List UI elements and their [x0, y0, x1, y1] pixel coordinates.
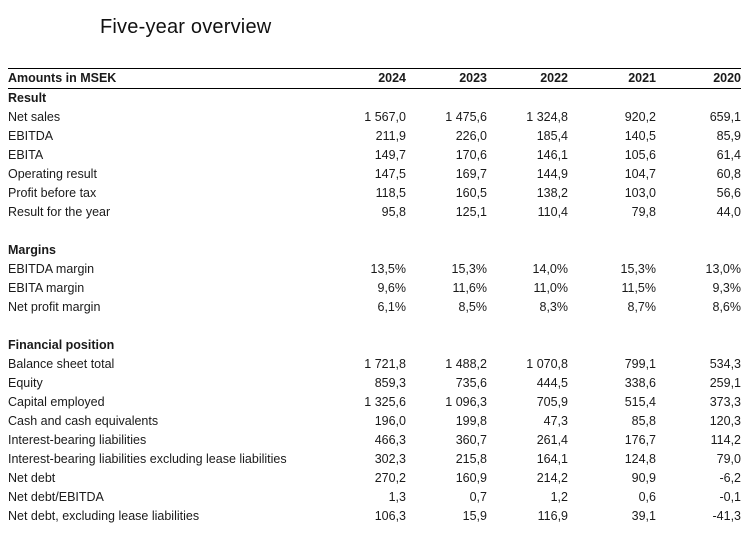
- table-row: [8, 393, 741, 412]
- cell-value: 79,0: [716, 452, 741, 466]
- cell-value: 534,3: [709, 357, 741, 371]
- table-header-row: [8, 69, 741, 89]
- spacer-cell: [8, 317, 741, 336]
- cell-value: 169,7: [455, 167, 487, 181]
- cell-value: 110,4: [537, 205, 568, 219]
- cell-value: 1 721,8: [364, 357, 406, 371]
- table-row: [8, 108, 741, 127]
- cell-value: 164,1: [536, 452, 568, 466]
- table-row: [8, 165, 741, 184]
- cell-value: 270,2: [374, 471, 406, 485]
- cell-value: 6,1%: [377, 300, 406, 314]
- table-row: [8, 298, 741, 317]
- row-label: Interest-bearing liabilities: [8, 433, 147, 447]
- cell-value: 56,6: [716, 186, 741, 200]
- cell-value: 214,2: [536, 471, 568, 485]
- cell-value: 147,5: [374, 167, 406, 181]
- table-row: [8, 488, 741, 507]
- cell-value: 125,1: [455, 205, 487, 219]
- cell-value: 1 070,8: [526, 357, 568, 371]
- row-label: Cash and cash equivalents: [8, 414, 159, 428]
- cell-value: 120,3: [709, 414, 741, 428]
- cell-value: 920,2: [624, 110, 656, 124]
- row-label: Interest-bearing liabilities excluding lease liabilities: [8, 452, 287, 466]
- cell-value: 735,6: [455, 376, 487, 390]
- spacer-cell: [8, 222, 741, 241]
- cell-value: 185,4: [536, 129, 568, 143]
- row-label: Profit before tax: [8, 186, 97, 200]
- section-title: Financial position: [8, 338, 115, 352]
- amounts-unit-header: Amounts in MSEK: [8, 69, 326, 89]
- cell-value: 1 488,2: [445, 357, 487, 371]
- row-label: Net debt, excluding lease liabilities: [8, 509, 200, 523]
- cell-value: 79,8: [631, 205, 656, 219]
- cell-value: 199,8: [455, 414, 487, 428]
- section-title-row: [8, 241, 741, 260]
- year-column-header: 2022: [487, 69, 568, 89]
- cell-value: 39,1: [631, 509, 656, 523]
- row-label: Operating result: [8, 167, 97, 181]
- cell-value: 8,6%: [712, 300, 741, 314]
- cell-value: 15,3%: [451, 262, 487, 276]
- cell-value: 1,2: [550, 490, 568, 504]
- cell-value: 338,6: [624, 376, 656, 390]
- cell-value: -0,1: [719, 490, 741, 504]
- row-label: EBITA margin: [8, 281, 85, 295]
- table-row: [8, 260, 741, 279]
- page-title: Five-year overview: [100, 16, 272, 38]
- cell-value: -6,2: [719, 471, 741, 485]
- cell-value: 144,9: [536, 167, 568, 181]
- cell-value: 138,2: [536, 186, 568, 200]
- cell-value: 90,9: [631, 471, 656, 485]
- cell-value: 176,7: [624, 433, 656, 447]
- cell-value: 114,2: [710, 433, 741, 447]
- cell-value: 160,5: [455, 186, 487, 200]
- cell-value: 47,3: [543, 414, 568, 428]
- cell-value: 106,3: [374, 509, 406, 523]
- cell-value: 1 325,6: [364, 395, 406, 409]
- cell-value: 44,0: [716, 205, 741, 219]
- cell-value: 11,0%: [533, 281, 568, 295]
- cell-value: 211,9: [375, 129, 406, 143]
- year-column-header: 2023: [406, 69, 487, 89]
- cell-value: 1 324,8: [526, 110, 568, 124]
- row-label: EBITA: [8, 148, 44, 162]
- table-row: [8, 203, 741, 222]
- cell-value: 360,7: [455, 433, 487, 447]
- cell-value: 104,7: [624, 167, 656, 181]
- year-column-header: 2020: [656, 69, 741, 89]
- cell-value: 444,5: [536, 376, 568, 390]
- cell-value: 11,5%: [621, 281, 656, 295]
- row-label: EBITDA margin: [8, 262, 95, 276]
- cell-value: 8,7%: [627, 300, 656, 314]
- row-label: Net sales: [8, 110, 61, 124]
- cell-value: 515,4: [624, 395, 656, 409]
- cell-value: 1 096,3: [445, 395, 487, 409]
- cell-value: -41,3: [712, 509, 741, 523]
- cell-value: 103,0: [624, 186, 656, 200]
- cell-value: 140,5: [624, 129, 656, 143]
- row-label: Balance sheet total: [8, 357, 115, 371]
- section-title-row: [8, 336, 741, 355]
- year-column-header: 2021: [568, 69, 656, 89]
- cell-value: 9,6%: [377, 281, 406, 295]
- cell-value: 95,8: [381, 205, 406, 219]
- cell-value: 160,9: [455, 471, 487, 485]
- cell-value: 11,6%: [452, 281, 487, 295]
- cell-value: 466,3: [374, 433, 406, 447]
- cell-value: 259,1: [709, 376, 741, 390]
- cell-value: 1 567,0: [364, 110, 406, 124]
- cell-value: 105,6: [624, 148, 656, 162]
- cell-value: 15,3%: [620, 262, 656, 276]
- cell-value: 14,0%: [532, 262, 568, 276]
- cell-value: 13,0%: [705, 262, 741, 276]
- cell-value: 170,6: [455, 148, 487, 162]
- section-title: Result: [8, 91, 47, 105]
- cell-value: 859,3: [374, 376, 406, 390]
- spacer-row: [8, 317, 741, 336]
- table-row: [8, 507, 741, 526]
- cell-value: 8,5%: [458, 300, 487, 314]
- cell-value: 0,7: [469, 490, 487, 504]
- cell-value: 15,9: [462, 509, 487, 523]
- cell-value: 261,4: [536, 433, 568, 447]
- row-label: Net debt: [8, 471, 56, 485]
- row-label: EBITDA: [8, 129, 54, 143]
- cell-value: 85,8: [631, 414, 656, 428]
- cell-value: 302,3: [374, 452, 406, 466]
- row-label: Net debt/EBITDA: [8, 490, 104, 504]
- table-row: [8, 374, 741, 393]
- cell-value: 373,3: [709, 395, 741, 409]
- cell-value: 196,0: [374, 414, 406, 428]
- table-row: [8, 184, 741, 203]
- cell-value: 215,8: [455, 452, 487, 466]
- cell-value: 705,9: [536, 395, 568, 409]
- cell-value: 0,6: [638, 490, 656, 504]
- table-row: [8, 450, 741, 469]
- cell-value: 799,1: [624, 357, 656, 371]
- cell-value: 659,1: [709, 110, 741, 124]
- cell-value: 13,5%: [370, 262, 406, 276]
- section-title: Margins: [8, 243, 56, 257]
- year-column-header: 2024: [326, 69, 406, 89]
- spacer-row: [8, 222, 741, 241]
- table-row: [8, 469, 741, 488]
- cell-value: 146,1: [536, 148, 568, 162]
- table-row: [8, 431, 741, 450]
- cell-value: 116,9: [537, 509, 568, 523]
- row-label: Capital employed: [8, 395, 105, 409]
- table-row: [8, 146, 741, 165]
- cell-value: 85,9: [716, 129, 741, 143]
- table-row: [8, 127, 741, 146]
- row-label: Net profit margin: [8, 300, 101, 314]
- cell-value: 61,4: [716, 148, 741, 162]
- table-row: [8, 279, 741, 298]
- section-title-row: [8, 89, 741, 109]
- table-row: [8, 355, 741, 374]
- cell-value: 149,7: [374, 148, 406, 162]
- cell-value: 60,8: [716, 167, 741, 181]
- table-row: [8, 412, 741, 431]
- cell-value: 9,3%: [712, 281, 741, 295]
- cell-value: 226,0: [455, 129, 487, 143]
- cell-value: 1 475,6: [445, 110, 487, 124]
- five-year-overview-table: [8, 68, 741, 526]
- cell-value: 118,5: [375, 186, 406, 200]
- row-label: Equity: [8, 376, 43, 390]
- row-label: Result for the year: [8, 205, 111, 219]
- cell-value: 8,3%: [539, 300, 568, 314]
- cell-value: 1,3: [388, 490, 406, 504]
- cell-value: 124,8: [624, 452, 656, 466]
